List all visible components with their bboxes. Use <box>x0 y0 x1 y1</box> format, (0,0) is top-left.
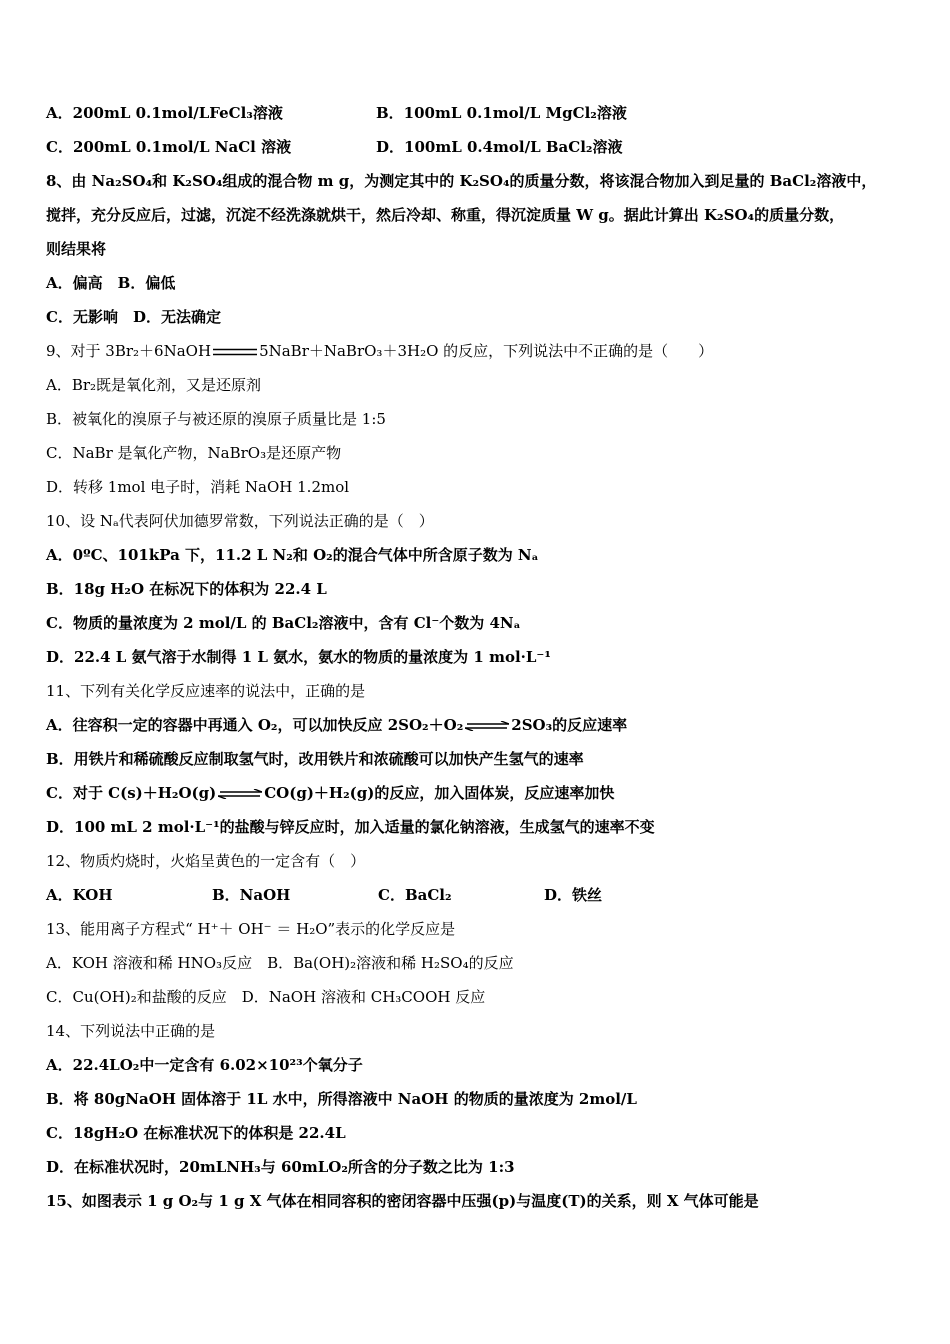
equals-sign-icon <box>213 347 257 357</box>
q12-option-d: D．铁丝 <box>544 886 603 904</box>
q11-option-a <box>46 708 906 742</box>
q10-option-b: B．18g H₂O 在标况下的体积为 22.4 L <box>46 580 327 598</box>
q9-stem-before: 9、对于 3Br₂＋6NaOH <box>46 342 212 360</box>
q11-option-c <box>46 776 906 810</box>
q14-option-d: D．在标准状况时，20mLNH₃与 60mLO₂所含的分子数之比为 1:3 <box>46 1158 515 1176</box>
q11-option-d: D．100 mL 2 mol·L⁻¹的盐酸与锌反应时，加入适量的氯化钠溶液，生成氢气的速率不变 <box>46 818 655 836</box>
q11-option-c-after: CO(g)＋H₂(g)的反应，加入固体炭，反应速率加快 <box>264 784 615 802</box>
q13-stem: 13、能用离子方程式“ H⁺＋ OH⁻ ＝ H₂O”表示的化学反应是 <box>46 920 456 938</box>
q11-option-c-before: C．对于 C(s)＋H₂O(g) <box>46 784 217 802</box>
reversible-arrow-icon <box>465 721 509 731</box>
q8-options-cd: C．无影响 D．无法确定 <box>46 308 221 326</box>
q14-option-b: B．将 80gNaOH 固体溶于 1L 水中，所得溶液中 NaOH 的物质的量浓度为 2mol/L <box>46 1090 637 1108</box>
q11-stem: 11、下列有关化学反应速率的说法中，正确的是 <box>46 682 366 700</box>
q9-option-d: D．转移 1mol 电子时，消耗 NaOH 1.2mol <box>46 478 350 496</box>
q7-option-d: D．100mL 0.4mol/L BaCl₂溶液 <box>376 138 623 156</box>
q12-option-b: B．NaOH <box>212 886 291 904</box>
q14-option-a: A．22.4LO₂中一定含有 6.02×10²³个氧分子 <box>46 1056 363 1074</box>
q11-option-a-after: 2SO₃的反应速率 <box>511 716 628 734</box>
q9-stem-after: 5NaBr＋NaBrO₃＋3H₂O 的反应，下列说法中不正确的是（ ） <box>259 342 714 360</box>
q15-stem: 15、如图表示 1 g O₂与 1 g X 气体在相同容积的密闭容器中压强(p)与温度(T)的关系，则 X 气体可能是 <box>46 1192 759 1210</box>
q12-stem: 12、物质灼烧时，火焰呈黄色的一定含有（ ） <box>46 852 366 870</box>
q8-stem-line-2: 搅拌，充分反应后，过滤，沉淀不经洗涤就烘干，然后冷却、称重，得沉淀质量 W g。据此计算出 K₂SO₄的质量分数， <box>46 206 845 224</box>
q11-option-b: B．用铁片和稀硫酸反应制取氢气时，改用铁片和浓硫酸可以加快产生氢气的速率 <box>46 750 584 768</box>
q7-options-row-1 <box>46 96 906 130</box>
q9-option-b: B．被氧化的溴原子与被还原的溴原子质量比是 1:5 <box>46 410 386 428</box>
q7-option-c: C．200mL 0.1mol/L NaCl 溶液 <box>46 138 292 156</box>
q11-option-a-before: A．往容积一定的容器中再通入 O₂，可以加快反应 2SO₂＋O₂ <box>46 716 464 734</box>
q10-option-a: A．0ºC、101kPa 下，11.2 L N₂和 O₂的混合气体中所含原子数为 Nₐ <box>46 546 539 564</box>
reversible-arrow-icon <box>218 789 262 799</box>
q9-stem <box>46 334 906 368</box>
document-page <box>46 96 906 1218</box>
q8-stem-line-3: 则结果将 <box>46 240 107 258</box>
q9-option-c: C．NaBr 是氧化产物，NaBrO₃是还原产物 <box>46 444 342 462</box>
q8-stem-line-1: 8、由 Na₂SO₄和 K₂SO₄组成的混合物 m g，为测定其中的 K₂SO₄的质量分数，将该混合物加入到足量的 BaCl₂溶液中， <box>46 172 877 190</box>
q14-stem: 14、下列说法中正确的是 <box>46 1022 216 1040</box>
q8-options-ab: A．偏高 B．偏低 <box>46 274 176 292</box>
q12-options-row <box>46 878 906 912</box>
q10-option-c: C．物质的量浓度为 2 mol/L 的 BaCl₂溶液中，含有 Cl⁻个数为 4Nₐ <box>46 614 521 632</box>
q13-options-cd: C．Cu(OH)₂和盐酸的反应 D．NaOH 溶液和 CH₃COOH 反应 <box>46 988 486 1006</box>
q7-option-b: B．100mL 0.1mol/L MgCl₂溶液 <box>376 104 627 122</box>
q10-stem: 10、设 Nₐ代表阿伏加德罗常数，下列说法正确的是（ ） <box>46 512 434 530</box>
q12-option-c: C．BaCl₂ <box>378 886 452 904</box>
q7-options-row-2 <box>46 130 906 164</box>
q14-option-c: C．18gH₂O 在标准状况下的体积是 22.4L <box>46 1124 346 1142</box>
q10-option-d: D．22.4 L 氨气溶于水制得 1 L 氨水，氨水的物质的量浓度为 1 mol·L⁻¹ <box>46 648 551 666</box>
q9-option-a: A．Br₂既是氧化剂，又是还原剂 <box>46 376 262 394</box>
q13-options-ab: A．KOH 溶液和稀 HNO₃反应 B．Ba(OH)₂溶液和稀 H₂SO₄的反应 <box>46 954 514 972</box>
q7-option-a: A．200mL 0.1mol/LFeCl₃溶液 <box>46 104 283 122</box>
q12-option-a: A．KOH <box>46 886 113 904</box>
